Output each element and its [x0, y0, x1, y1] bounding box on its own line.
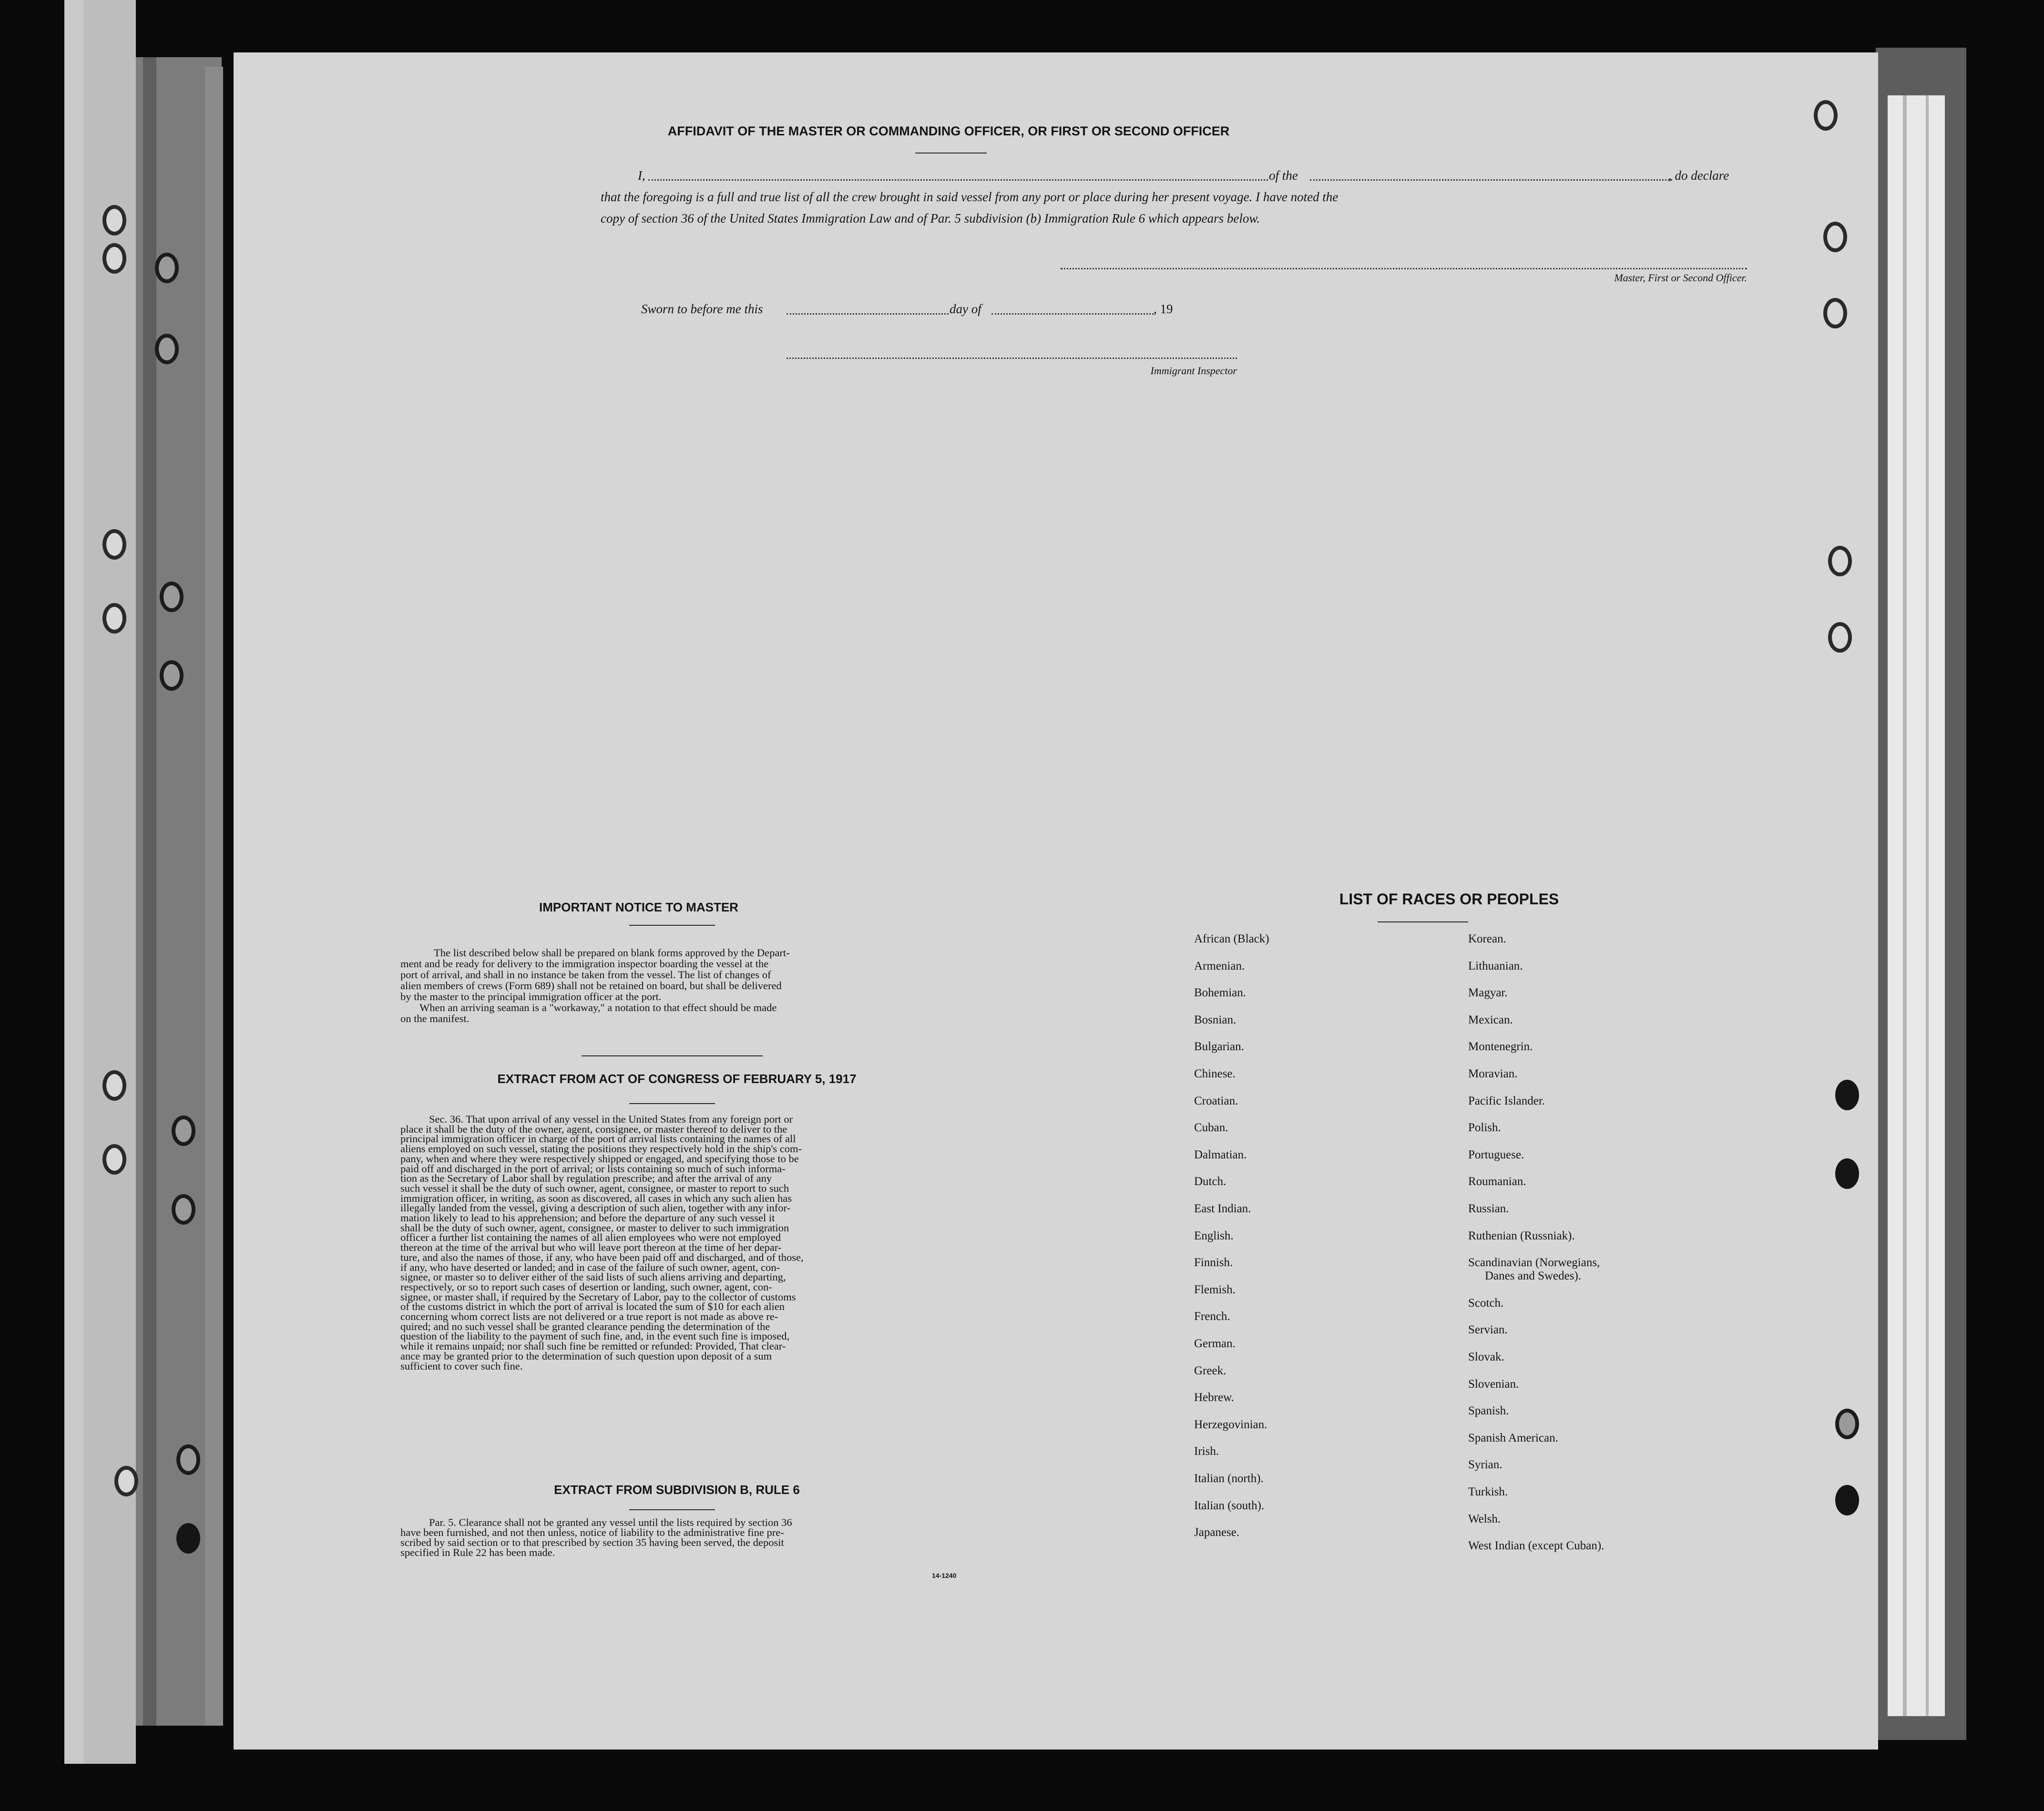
binder-hole: [102, 603, 126, 634]
race-item: Pacific Islander.: [1468, 1095, 1545, 1107]
notice-line: ment and be ready for delivery to the immigration inspector boarding the vessel at the: [400, 958, 769, 970]
sheet-hole: [1828, 546, 1852, 576]
section-divider: [582, 1055, 763, 1056]
race-item: Scotch.: [1468, 1297, 1504, 1310]
sworn-label: Sworn to before me this: [641, 302, 763, 316]
race-item: Chinese.: [1194, 1067, 1236, 1080]
notice-line: port of arrival, and shall in no instance be taken from the vessel. The list of changes of: [400, 969, 771, 981]
act-line: ance may be granted prior to the determination of such question upon deposit of a sum: [400, 1350, 772, 1362]
race-item: Irish.: [1194, 1445, 1219, 1458]
affidavit-of-the-label: of the: [1269, 168, 1298, 183]
act-underline: [629, 1103, 715, 1104]
act-line: mation likely to lead to his apprehension; and before the departure of any such vessel it: [400, 1212, 775, 1224]
binder-hole: [172, 1194, 195, 1225]
race-item: Danes and Swedes).: [1485, 1269, 1582, 1282]
right-grid-line: [1903, 95, 1907, 1716]
affidavit-declare-label: , do declare: [1668, 168, 1729, 183]
rule-underline: [629, 1509, 715, 1510]
act-line: immigration officer, in writing, as soon as discovered, all cases in which any such alien has: [400, 1192, 792, 1204]
race-item: Japanese.: [1194, 1526, 1240, 1539]
binder-hole: [114, 1466, 138, 1496]
inspector-signature-field[interactable]: [787, 358, 1237, 359]
right-grid-paper: [1888, 95, 1945, 1716]
race-item: Polish.: [1468, 1121, 1501, 1134]
act-body: [400, 1115, 953, 1371]
race-item: Bosnian.: [1194, 1013, 1237, 1026]
race-item: Servian.: [1468, 1323, 1508, 1336]
act-line: respectively, or so to report such cases of desertion or landing, such owner, agent, con-: [400, 1280, 772, 1293]
act-line: of the customs district in which the port of arrival is located the sum of $10 for each alien: [400, 1300, 785, 1313]
binder-hole: [160, 660, 184, 691]
race-item: Spanish American.: [1468, 1432, 1558, 1444]
sheet-hole: [1835, 1080, 1859, 1110]
sworn-day-field[interactable]: [787, 313, 949, 315]
act-line: pany, when and where they were respectively shipped or engaged, and specifying those to be: [400, 1152, 799, 1165]
act-line: place it shall be the duty of the owner, agent, consignee, or master thereof to deliver to the: [400, 1123, 787, 1135]
act-line: tion as the Secretary of Labor shall by regulation prescribe; and after the arrival of any: [400, 1172, 772, 1185]
race-item: Syrian.: [1468, 1458, 1502, 1471]
race-item: Moravian.: [1468, 1067, 1518, 1080]
binder-hole: [102, 205, 126, 235]
act-line: paid off and discharged in the port of arrival; or lists containing so much of such informa-: [400, 1162, 786, 1175]
act-line: thereon at the time of the arrival but who will leave port thereon at the time of her depar-: [400, 1241, 782, 1254]
race-item: Bulgarian.: [1194, 1040, 1244, 1053]
race-item: Portuguese.: [1468, 1148, 1524, 1161]
binder-hole: [102, 243, 126, 274]
act-line: officer a further list containing the names of all alien employees who were not employed: [400, 1231, 781, 1244]
notice-line: The list described below shall be prepared on blank forms approved by the Depart-: [434, 947, 790, 959]
rule-line: have been furnished, and not then unless, notice of liability to the administrative fine pre-: [400, 1526, 784, 1538]
notice-line: When an arriving seaman is a "workaway," a notation to that effect should be made: [419, 1002, 777, 1013]
act-line: signee, or master so to deliver either of the said lists of such aliens arriving and departing,: [400, 1271, 786, 1283]
race-item: Hebrew.: [1194, 1391, 1234, 1404]
underlying-page-fold: [205, 67, 223, 1726]
race-item: Turkish.: [1468, 1485, 1508, 1498]
race-item: Italian (north).: [1194, 1472, 1264, 1485]
act-line: aliens employed on such vessel, stating the positions they respectively hold in the ship's com-: [400, 1143, 802, 1155]
race-item: Magyar.: [1468, 986, 1508, 999]
underlying-page-shadow: [143, 57, 156, 1726]
race-item: Mexican.: [1468, 1013, 1513, 1026]
act-title: EXTRACT FROM ACT OF CONGRESS OF FEBRUARY 5, 1917: [497, 1072, 857, 1086]
act-line: while it remains unpaid; nor shall such fine be remitted or refunded: Provided, That clear-: [400, 1340, 786, 1352]
notice-title: IMPORTANT NOTICE TO MASTER: [539, 900, 738, 914]
races-title: LIST OF RACES OR PEOPLES: [1339, 890, 1559, 908]
notice-underline: [629, 925, 715, 926]
race-item: Slovenian.: [1468, 1378, 1519, 1391]
race-item: Herzegovinian.: [1194, 1418, 1267, 1431]
race-item: Ruthenian (Russniak).: [1468, 1229, 1575, 1242]
sheet-hole: [1835, 1158, 1859, 1189]
sheet-hole: [1823, 222, 1847, 252]
race-item: Korean.: [1468, 932, 1506, 945]
race-item: Montenegrin.: [1468, 1040, 1533, 1053]
binder-hole: [155, 334, 179, 364]
binder-hole: [155, 253, 179, 283]
act-line: principal immigration officer in charge of the port of arrival lists containing the names of all: [400, 1133, 796, 1145]
form-number: 14-1240: [932, 1572, 957, 1579]
sheet-hole: [1835, 1485, 1859, 1515]
year-prefix-label: , 19: [1154, 302, 1173, 316]
sheet-hole: [1828, 622, 1852, 653]
sworn-month-field[interactable]: [991, 313, 1154, 315]
race-item: French.: [1194, 1310, 1230, 1323]
act-line: such vessel it shall be the duty of such owner, agent, consignee, or master to report to such: [400, 1182, 789, 1194]
act-line: illegally landed from the vessel, giving a description of such alien, together with any infor-: [400, 1202, 791, 1214]
race-item: English.: [1194, 1229, 1234, 1242]
race-item: Dalmatian.: [1194, 1148, 1247, 1161]
affidavit-statement-line-2: copy of section 36 of the United States Immigration Law and of Par. 5 subdivision (b) Immigration Rule 6 which appears below.: [601, 211, 1260, 225]
race-item: Bohemian.: [1194, 986, 1247, 999]
notice-line: alien members of crews (Form 689) shall not be retained on board, but shall be delivered: [400, 980, 782, 992]
races-underline: [1378, 921, 1468, 922]
binder-hole: [160, 582, 184, 612]
act-line: quired; and no such vessel shall be granted clearance pending the determination of the: [400, 1320, 770, 1332]
race-item: Scandinavian (Norwegians,: [1468, 1256, 1600, 1269]
race-item: Roumanian.: [1468, 1175, 1526, 1188]
sheet-hole: [1814, 100, 1838, 131]
race-item: Finnish.: [1194, 1256, 1233, 1269]
act-line: signee, or master shall, if required by the Secretary of Labor, pay to the collector of customs: [400, 1290, 796, 1303]
race-item: Armenian.: [1194, 960, 1245, 972]
act-line: concerning whom correct lists are not delivered or a true report is not made as above re-: [400, 1310, 778, 1323]
act-line: ture, and also the names of those, if any, who have been paid off and discharged, and of those,: [400, 1251, 804, 1263]
rule-body: [400, 1517, 953, 1557]
act-line: Sec. 36. That upon arrival of any vessel in the United States from any foreign port or: [429, 1113, 793, 1125]
master-signature-caption: Master, First or Second Officer.: [1614, 272, 1747, 284]
race-item: Cuban.: [1194, 1121, 1228, 1134]
race-item: German.: [1194, 1337, 1236, 1350]
race-item: Slovak.: [1468, 1351, 1504, 1363]
race-item: Welsh.: [1468, 1513, 1501, 1525]
binder-hole: [102, 529, 126, 560]
binder-hole: [102, 1070, 126, 1101]
affidavit-title: AFFIDAVIT OF THE MASTER OR COMMANDING OFFICER, OR FIRST OR SECOND OFFICER: [667, 124, 1230, 138]
immigration-form-sheet: [234, 52, 1878, 1750]
affidavit-i-label: I,: [638, 168, 645, 183]
master-signature-field[interactable]: [1061, 268, 1747, 269]
rule-line: Par. 5. Clearance shall not be granted any vessel until the lists required by section 36: [429, 1516, 792, 1528]
race-item: Spanish.: [1468, 1404, 1509, 1417]
race-item: Dutch.: [1194, 1175, 1226, 1188]
race-item: East Indian.: [1194, 1202, 1251, 1215]
race-item: Italian (south).: [1194, 1499, 1265, 1512]
act-line: question of the liability to the payment of such fine, and, in the event such fine is imposed,: [400, 1330, 790, 1342]
master-name-field[interactable]: [648, 179, 1268, 181]
race-item: West Indian (except Cuban).: [1468, 1539, 1605, 1552]
binder-hole: [176, 1444, 200, 1475]
race-item: Russian.: [1468, 1202, 1509, 1215]
binder-hole: [176, 1523, 200, 1554]
right-grid-line: [1926, 95, 1929, 1716]
rule-line: specified in Rule 22 has been made.: [400, 1546, 555, 1558]
notice-line: by the master to the principal immigration officer at the port.: [400, 991, 662, 1003]
act-line: shall be the duty of such owner, agent, consignee, or master to deliver to such immigration: [400, 1221, 789, 1234]
act-line: sufficient to cover such fine.: [400, 1360, 523, 1372]
rule-title: EXTRACT FROM SUBDIVISION B, RULE 6: [554, 1483, 800, 1497]
sheet-hole: [1835, 1409, 1859, 1439]
act-line: if any, who have deserted or landed; and in case of the failure of such owner, agent, con-: [400, 1261, 780, 1273]
binder-hole: [172, 1115, 195, 1146]
rule-line: scribed by said section or to that prescribed by section 35 having been served, the deposit: [400, 1536, 784, 1548]
notice-line: on the manifest.: [400, 1013, 470, 1024]
day-of-label: day of: [950, 302, 981, 316]
sheet-hole: [1823, 298, 1847, 328]
race-item: African (Black): [1194, 932, 1269, 945]
race-item: Flemish.: [1194, 1283, 1236, 1296]
binder-hole: [102, 1144, 126, 1175]
inspector-caption: Immigrant Inspector: [1150, 365, 1237, 377]
affidavit-statement-line-1: that the foregoing is a full and true list of all the crew brought in said vessel from any port or place during her present voyage. I have noted the: [601, 190, 1339, 204]
race-item: Croatian.: [1194, 1095, 1238, 1107]
race-item: Lithuanian.: [1468, 960, 1523, 972]
vessel-name-field[interactable]: [1310, 179, 1672, 181]
notice-body: [400, 947, 953, 1024]
race-item: Greek.: [1194, 1364, 1226, 1377]
